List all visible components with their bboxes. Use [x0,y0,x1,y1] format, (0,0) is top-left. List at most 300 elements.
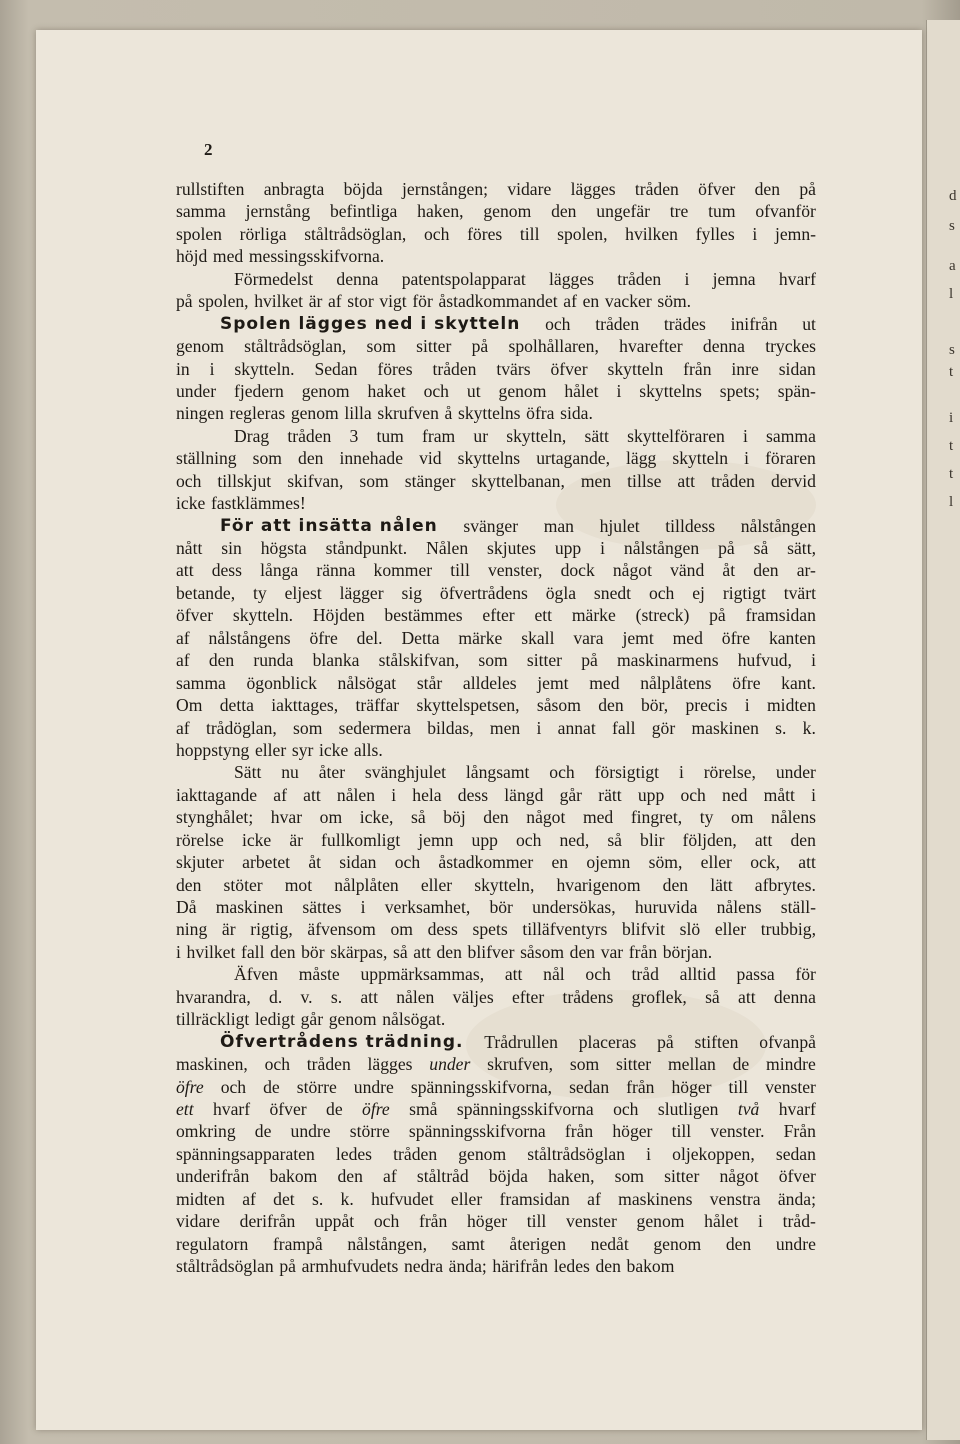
word: den [298,448,324,469]
word: slutligen [657,1098,719,1119]
word: tum [708,201,736,222]
word: dess [211,560,243,581]
word: i [176,941,181,962]
word: sättes [302,897,342,917]
word: vidare [176,1211,220,1232]
word: under [429,1054,471,1075]
word: venster [566,1211,617,1232]
adjacent-fragment: d [949,188,957,204]
word: denna [773,986,816,1007]
word: fall [241,941,265,962]
word: icke [176,493,206,514]
word: med [582,807,614,828]
word: från [626,1076,655,1097]
word: vacker [604,291,652,312]
word: undersökas, [532,897,616,917]
word: hvarefter [619,336,683,357]
word: sätt, [787,538,816,558]
word: ty [253,582,267,603]
word: befintliga [329,201,398,222]
word: lägges [367,1054,413,1075]
word: fastklämmes! [210,493,306,514]
word: kommer [373,560,433,581]
word: haken, [548,1166,595,1187]
word: hufvudet [371,1188,434,1209]
word: de [326,1098,343,1119]
word: af [176,627,190,648]
word: som [614,1166,644,1187]
word: ståltråd [416,1166,469,1187]
word: den [790,829,816,850]
word: omkring [176,1121,236,1142]
word: söm, [648,852,683,873]
text-line [176,402,816,424]
word: följden, [682,829,737,850]
word: i [811,784,816,805]
word: höjd [176,246,208,267]
text-line [176,178,816,200]
word: föraren [765,448,816,469]
word: men [580,470,612,491]
word: öfver [698,179,736,199]
word: tilläfventyrs [522,919,608,940]
word: skytteln [672,448,729,469]
word: högsta [260,538,307,558]
word: från [564,1121,594,1142]
word: hvarf [778,268,816,289]
word: öfver [176,605,214,626]
word: om [319,807,343,828]
word: öfre [309,627,338,648]
word: på [581,650,598,671]
word: och [515,829,542,850]
word: hufvud, [737,650,792,671]
word: öfvertrådens [439,582,528,603]
word: Sätt [234,762,262,783]
paragraph [176,761,816,963]
text-line [176,447,816,469]
word: två [737,1098,760,1119]
word: ock, [750,852,780,873]
word: föres [467,223,503,244]
word: af [328,291,342,312]
word: den [483,807,509,828]
word: af [273,784,287,805]
word: efter [511,986,545,1007]
word: under [176,380,217,401]
word: sitter [416,336,452,357]
word: den [569,941,596,962]
word: den [270,941,296,962]
word: på [799,179,816,199]
text-line [176,335,816,357]
word: d. [269,986,283,1007]
word: 3 [349,425,359,446]
word: och [549,762,575,783]
word: svänghjulet [364,762,447,783]
word: vid [419,448,442,469]
word: från [683,358,712,379]
word: äfvensom [307,919,376,940]
text-line [176,1143,816,1165]
text-line [176,1098,816,1120]
text-line [176,470,816,492]
word: tum [376,425,404,446]
word: att [677,470,695,491]
word: rigtigt [722,582,766,603]
word: vara [573,627,604,648]
word: afbrytes. [754,874,816,895]
word: de [732,1054,750,1075]
word: snedt [593,582,632,603]
word: som [252,448,282,469]
word: den [595,1256,621,1276]
word: tråden [617,268,662,289]
word: spolhållaren, [508,336,599,357]
word: passa [736,964,775,985]
word: den [551,201,577,222]
word: jernstång [245,201,311,222]
word: maskinarmens [616,650,719,671]
word: jernstången; [402,179,489,199]
word: i [536,717,542,738]
word: den [436,941,462,962]
word: s. [330,986,343,1007]
word: svänger [463,515,519,536]
word: å [444,403,453,424]
word: hoppstyng [176,739,250,760]
word: framsidan [499,1188,570,1209]
word: dess [457,784,489,805]
word: in [176,358,190,379]
word: till [671,1121,692,1142]
text-line [176,784,816,806]
word: med [589,672,620,693]
word: med [212,246,244,267]
text-line [176,851,816,873]
adjacent-fragment: s [949,218,955,234]
word: undre [353,1076,394,1097]
word: underifrån [176,1166,250,1187]
word: ställ- [780,897,816,917]
word: jemt [622,627,654,648]
word: syr [291,739,314,760]
word: skjutes [487,538,536,558]
word: regleras [229,403,286,424]
word: större [296,1076,337,1097]
word: Trådrullen [484,1031,558,1052]
word: slö [679,919,701,940]
page-number: 2 [204,140,213,159]
word: öfra [526,403,555,424]
word: tillse [627,470,662,491]
word: i [811,650,816,671]
word: till [450,560,470,581]
word: skytteln, [506,425,567,446]
word: bör, [640,695,669,716]
word: precis [685,695,728,716]
word: små [409,1098,438,1119]
word: om [730,807,754,828]
word: sida. [560,403,593,424]
word: groflek, [631,986,687,1007]
text-line [176,874,816,896]
word: skyttelföraren [627,425,725,446]
word: sitter [615,1054,652,1075]
word: och [648,582,675,603]
word: sitter [526,650,563,671]
word: bakom [626,1256,675,1276]
word: att [754,829,773,850]
word: väljes [452,986,494,1007]
word: söm. [657,291,692,312]
word: så [607,829,622,850]
word: i [678,762,684,783]
word: genom [458,1143,507,1164]
word: skifvan, [287,470,344,491]
text-line [176,918,816,940]
text-line [176,1165,816,1187]
word: eller [714,919,747,940]
word: vidare [507,179,552,199]
word: hela [412,784,442,805]
text-line [176,963,816,985]
word: framsidan [745,605,816,626]
word: går [559,784,583,805]
word: genom [653,1233,702,1254]
word: tvärs [496,358,531,379]
word: venster, [487,560,543,581]
word: fall [612,717,636,738]
word: upp [471,829,498,850]
text-line [176,358,816,380]
word: genom [328,1009,377,1030]
word: skrufven, [487,1054,554,1075]
word: skytteln. [232,605,294,626]
word: eller [450,1188,483,1209]
word: tråden [634,179,679,199]
word: skall [521,627,555,648]
word: måste [298,964,340,985]
word: iakttagande [176,784,258,805]
word: denna [702,336,745,357]
word: ledes [553,1256,590,1276]
word: böjda [343,179,383,199]
word: stynghålet; [176,807,254,828]
word: eller [700,852,732,873]
word: skyttelns [457,403,521,424]
word: den [753,560,779,581]
word: skjuter [176,852,224,873]
word: fingret, [630,807,683,828]
adjacent-fragment: t [949,364,954,380]
word: nålen [396,986,435,1007]
word: går [300,1009,324,1030]
word: bör [301,941,325,962]
word: rörelse [176,829,224,850]
word: att [504,964,523,985]
word: höger [612,1121,653,1142]
word: jemt [537,672,569,693]
word: undre [775,1233,816,1254]
word: nålen [336,784,376,805]
word: annat [557,717,596,738]
word: det [273,1188,295,1209]
word: skytteln [607,358,664,379]
word: lägges [570,179,616,199]
adjacent-fragment: a [949,258,956,274]
word: hvarf [212,1098,251,1119]
text-line [176,627,816,649]
word: blir [640,829,665,850]
word: märke [571,605,616,626]
word: samma [176,201,226,222]
word: ty [699,807,714,828]
word: k. [802,717,816,738]
adjacent-fragment: l [949,494,954,510]
word: öfre [721,627,751,648]
word: ojemn [586,852,631,873]
word: efter [482,605,515,626]
word: men [489,717,521,738]
word: man [543,515,574,536]
word: Sedan [314,358,358,379]
word: fjedern [233,380,284,401]
word: trädes [663,313,706,334]
word: upp [554,538,582,558]
text-line [176,761,816,783]
word: tråd [631,964,659,985]
word: genom [483,201,532,222]
word: och [545,313,571,334]
word: sig [401,582,423,603]
word: fram [422,425,456,446]
word: på [279,1256,296,1276]
word: eljest [284,582,322,603]
word: på [176,291,193,312]
word: placeras [578,1031,637,1052]
word: ut [802,313,816,334]
word: s. [311,1188,324,1209]
adjacent-fragment: i [949,410,954,426]
word: haket [367,380,406,401]
section-heading: Öfvertrådens trädning. [220,1031,464,1052]
text-line [176,986,816,1008]
word: anbragta [263,179,325,199]
word: genom [301,380,350,401]
word: venster [765,1076,816,1097]
word: står [416,672,443,693]
word: tråden [710,470,755,491]
word: genom [498,380,547,401]
text-line [176,672,816,694]
word: nål [543,964,565,985]
word: öfver [550,358,588,379]
word: från [628,941,658,962]
word: öfver [778,1166,816,1187]
word: lägg [626,448,657,469]
word: eller [254,739,287,760]
word: träffar [355,695,400,716]
word: ända; [777,1188,816,1209]
word: verksamhet, [384,897,471,917]
word: i [391,784,397,805]
text-line [176,1008,816,1030]
word: rörliga [239,223,287,244]
word: hvarigenom [556,874,641,895]
word: i [360,897,366,917]
word: dess [427,919,458,940]
word: undre [290,1121,331,1142]
text-line [176,1076,816,1098]
text-line [176,896,816,918]
word: Nålen [426,538,469,558]
word: spänningsapparaten [176,1143,315,1164]
word: tilldess [665,515,716,536]
word: längd [504,784,544,805]
word: hålet [704,1211,739,1232]
word: rörelse, [703,762,756,783]
word: maskinen, [176,1054,248,1075]
text-line [176,829,816,851]
word: såsom [536,695,581,716]
word: ränna [316,560,356,581]
word: den [725,1233,752,1254]
word: nålstången, [347,1233,427,1254]
word: urtagande, [536,448,610,469]
word: den [598,695,624,716]
word: åstadkommandet [438,291,558,312]
word: skyttelns [639,380,702,401]
word: och [423,223,450,244]
word: sidan [778,358,816,379]
word: lägges [549,268,594,289]
word: alldeles [462,672,517,693]
word: spolen, [557,223,608,244]
word: nålsögat [337,672,397,693]
word: samma [176,672,226,693]
word: innehade [339,448,404,469]
word: nålplåtens [640,672,712,693]
word: ståndpunkt. [325,538,408,558]
text-line [176,806,816,828]
word: och [373,1211,400,1232]
word: Äfven [234,964,278,985]
text-line [176,1210,816,1232]
word: stänger [404,470,456,491]
word: gör [651,717,676,738]
word: nålstången [623,538,700,558]
text-line [176,739,816,761]
word: långsamt [465,762,530,783]
text-line [176,245,816,267]
word: rätt [598,784,622,805]
text-line [176,425,816,447]
text-line [176,694,816,716]
word: med [672,627,703,648]
word: k. [340,1188,354,1209]
word: inre [731,358,759,379]
word: och [220,1076,247,1097]
word: tråden [393,1143,438,1164]
word: på [471,336,489,357]
word: hvarandra, [176,986,251,1007]
word: nålplåten [334,874,399,895]
word: mot [284,874,313,895]
word: af [176,717,190,738]
word: långa [260,560,299,581]
word: att [413,941,431,962]
